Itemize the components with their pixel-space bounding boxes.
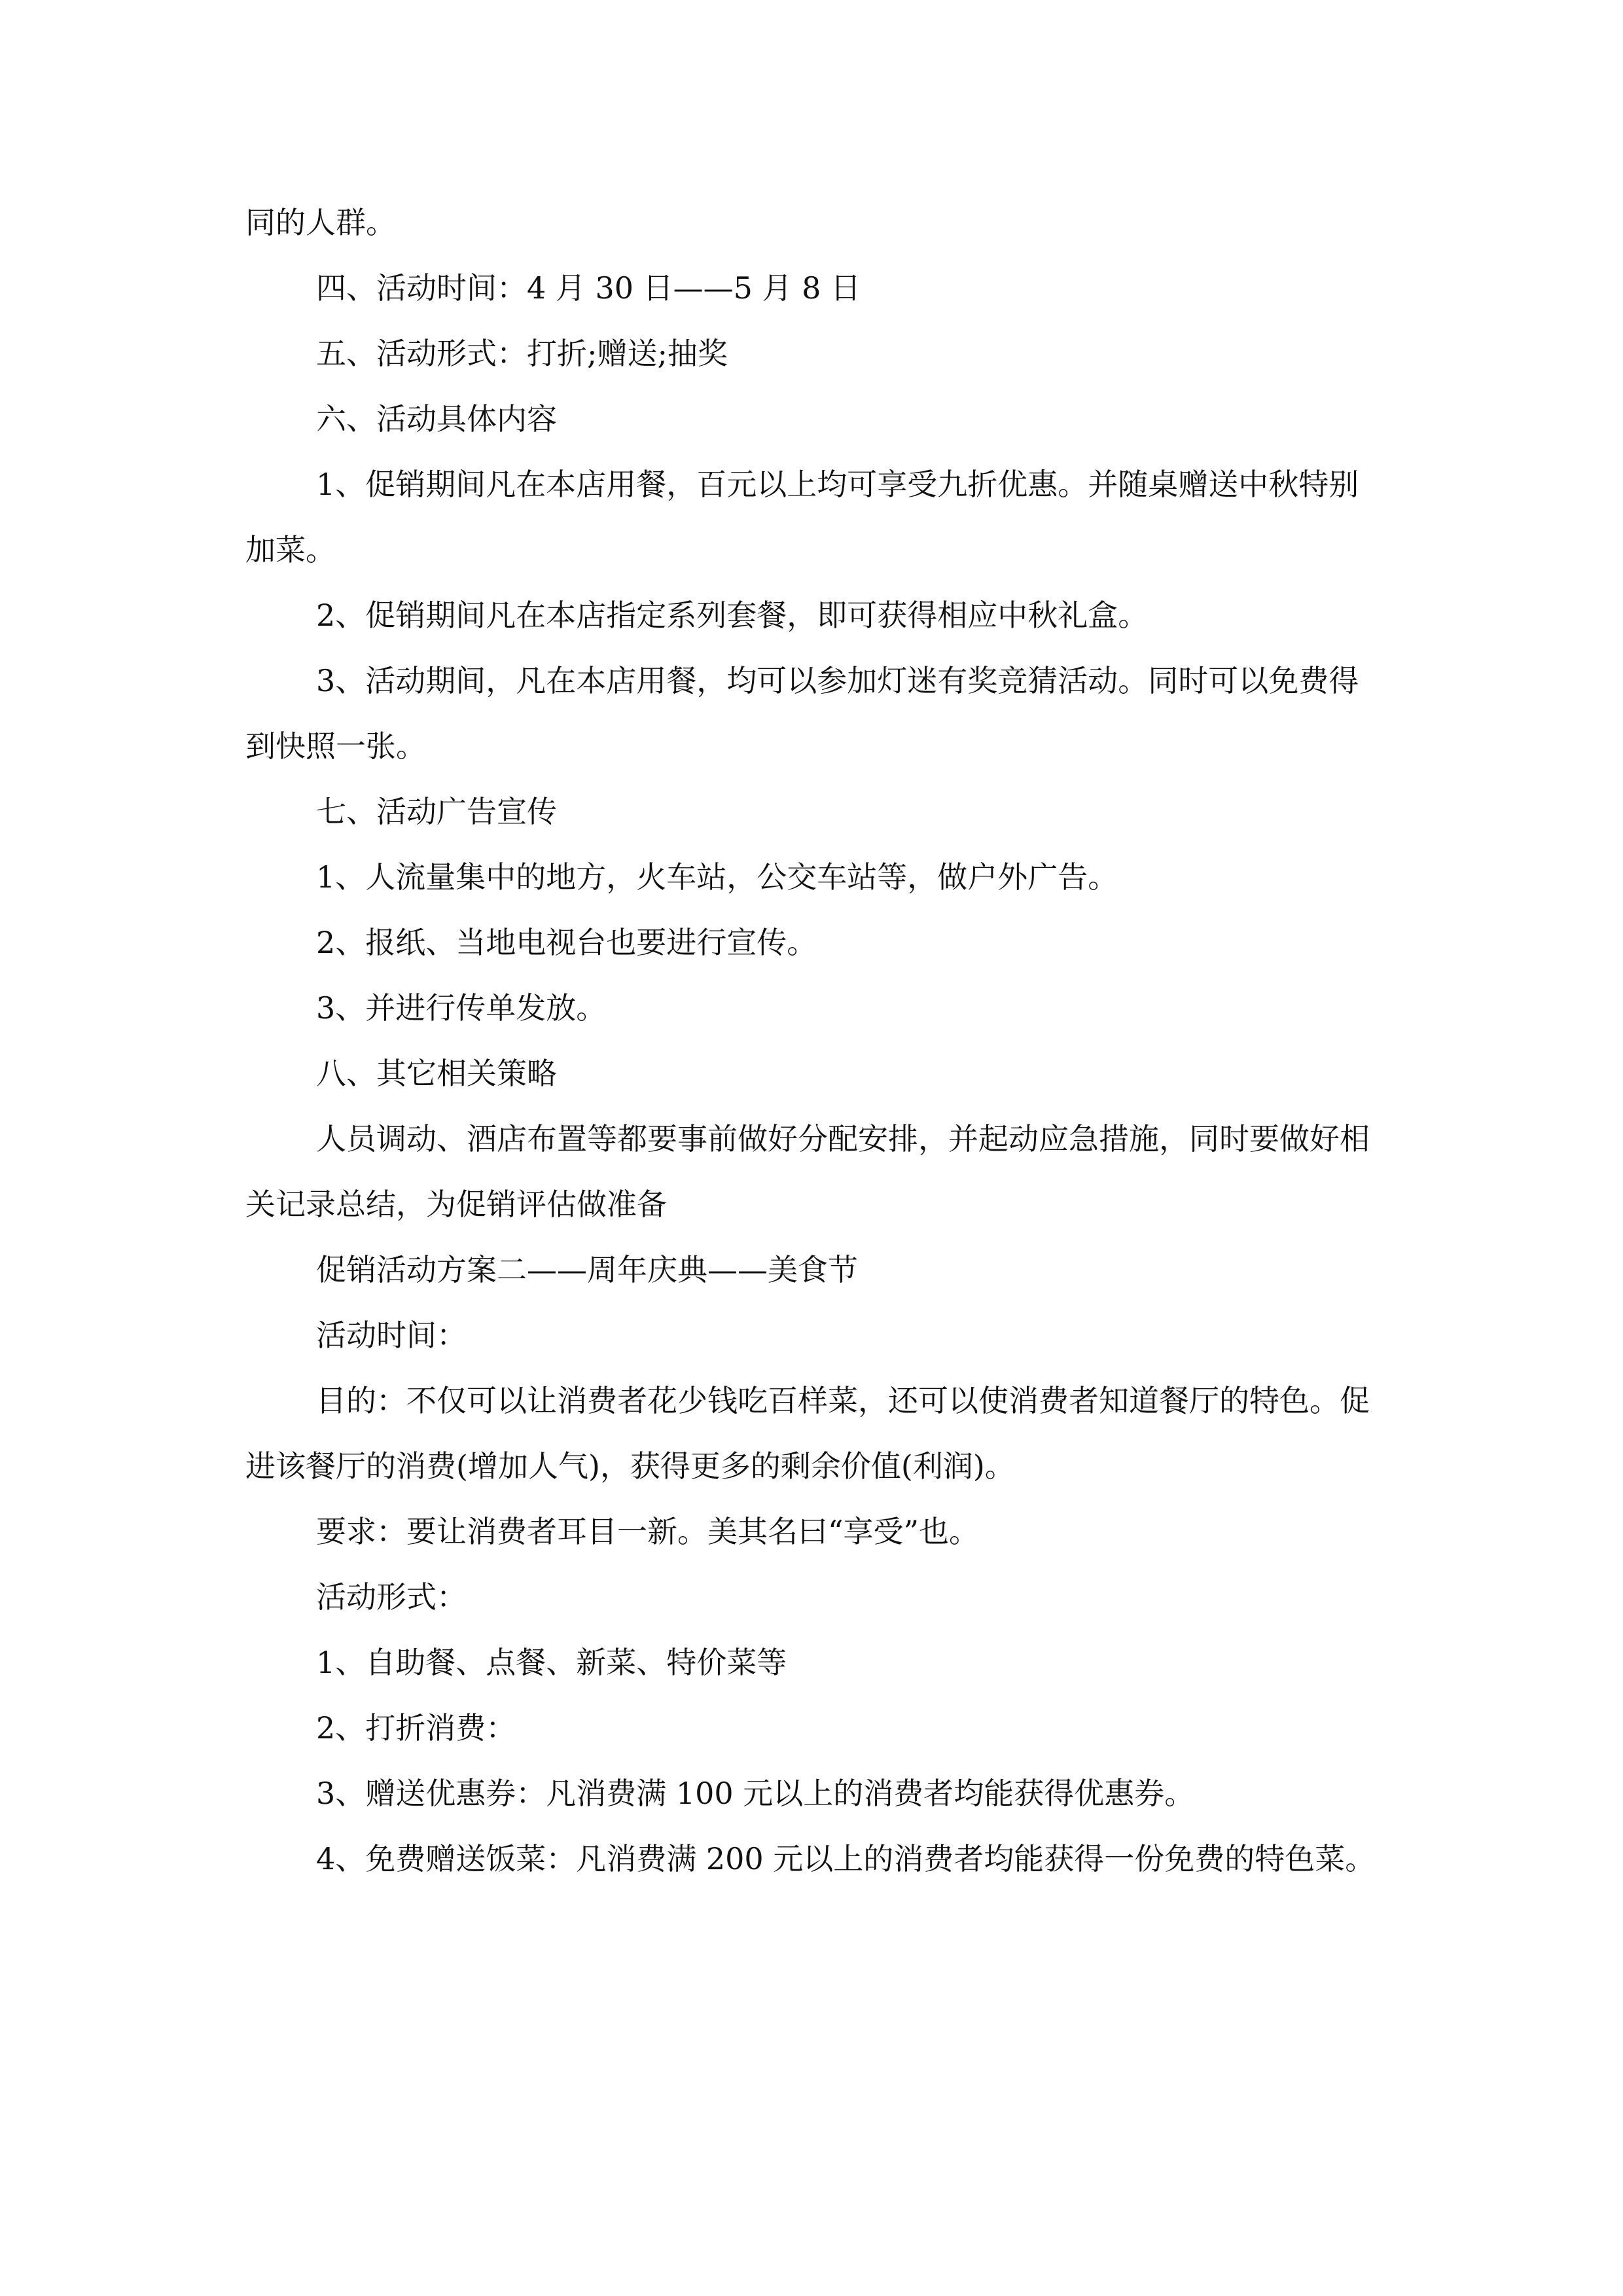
- list-item: 1、人流量集中的地方，火车站，公交车站等，做户外广告。: [316, 859, 1118, 895]
- list-item: 2、打折消费：: [316, 1710, 516, 1746]
- list-item: 2、报纸、当地电视台也要进行宣传。: [316, 925, 817, 960]
- list-item: 1、自助餐、点餐、新菜、特价菜等: [316, 1645, 787, 1680]
- list-item: 1、促销期间凡在本店用餐，百元以上均可享受九折优惠。并随桌赠送中秋特别加菜。: [245, 467, 1359, 567]
- list-item: 3、活动期间，凡在本店用餐，均可以参加灯迷有奖竞猜活动。同时可以免费得到快照一张。: [245, 663, 1359, 764]
- list-item: 3、并进行传单发放。: [316, 990, 607, 1026]
- heading-activity-time: 四、活动时间：4 月 30 日——5 月 8 日: [316, 270, 861, 306]
- paragraph: 人员调动、酒店布置等都要事前做好分配安排，并起动应急措施，同时要做好相关记录总结，为促销评估做准备: [245, 1121, 1370, 1222]
- requirement-paragraph: 要求：要让消费者耳目一新。美其名曰“享受”也。: [316, 1514, 980, 1549]
- list-item: 3、赠送优惠券：凡消费满 100 元以上的消费者均能获得优惠券。: [316, 1776, 1195, 1811]
- purpose-paragraph: 目的：不仅可以让消费者花少钱吃百样菜，还可以使消费者知道餐厅的特色。促进该餐厅的消费(增加人气)，获得更多的剩余价值(利润)。: [245, 1383, 1370, 1484]
- activity-form-label: 活动形式：: [316, 1579, 467, 1615]
- heading-other-strategies: 八、其它相关策略: [316, 1056, 557, 1091]
- heading-activity-content: 六、活动具体内容: [316, 401, 557, 437]
- plan-two-title: 促销活动方案二——周年庆典——美食节: [316, 1252, 858, 1287]
- list-item: 2、促销期间凡在本店指定系列套餐，即可获得相应中秋礼盒。: [316, 598, 1149, 633]
- list-item: 4、免费赠送饭菜：凡消费满 200 元以上的消费者均能获得一份免费的特色菜。: [316, 1841, 1376, 1876]
- heading-activity-form: 五、活动形式：打折;赠送;抽奖: [316, 336, 728, 371]
- heading-advertising: 七、活动广告宣传: [316, 794, 557, 829]
- document-body: [245, 190, 1378, 1892]
- activity-time-label: 活动时间：: [316, 1318, 467, 1353]
- paragraph: 同的人群。: [245, 205, 396, 240]
